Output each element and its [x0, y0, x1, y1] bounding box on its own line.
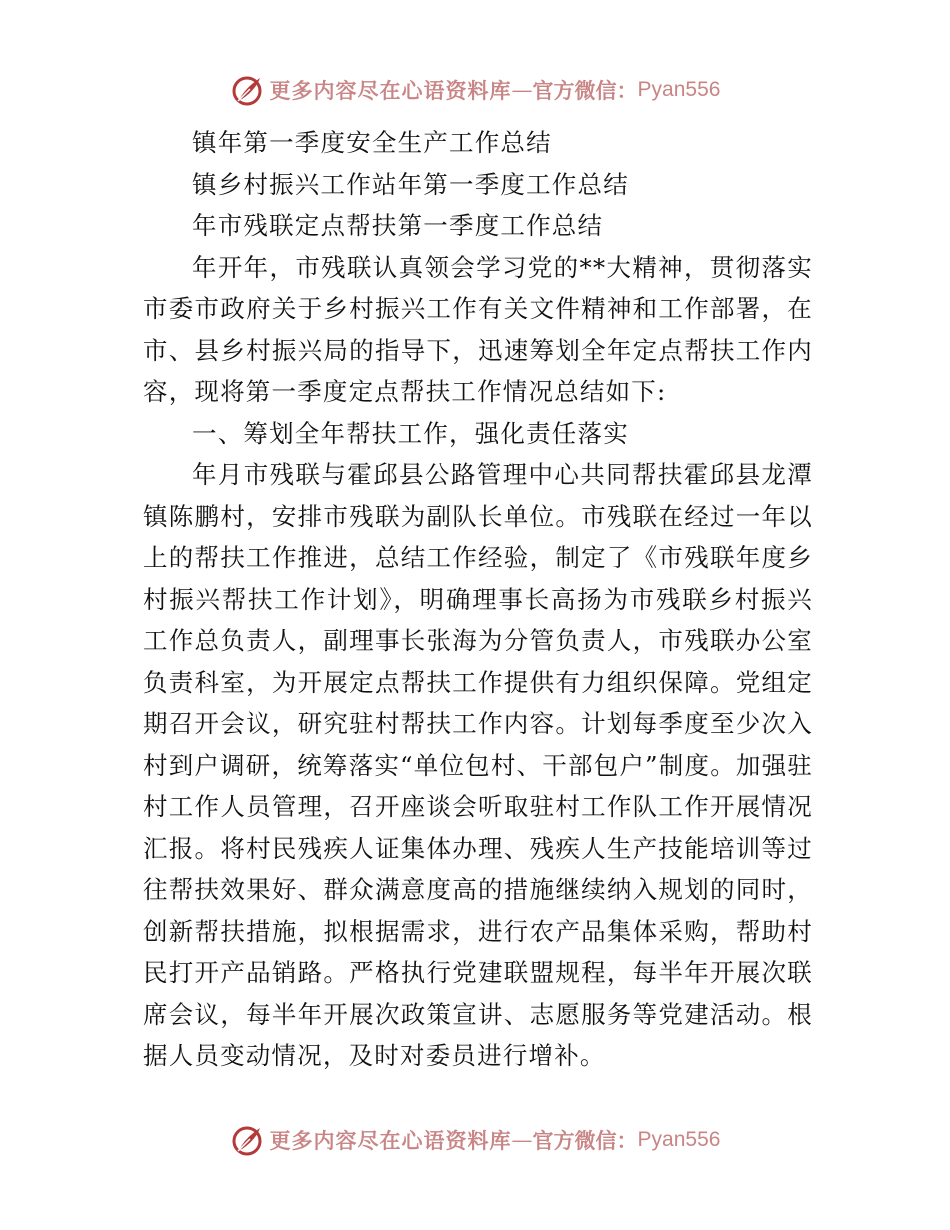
section-1-body: 年月市残联与霍邱县公路管理中心共同帮扶霍邱县龙潭镇陈鹏村，安排市残联为副队长单位。市残联在经过一年以上的帮扶工作推进，总结工作经验，制定了《市残联年度乡村振兴帮扶工作计划》，明确理事长高扬为市残联乡村振兴工作总负责人，副理事长张海为分管负责人，市残联办公室负责科室，为开展定点帮扶工作提供有力组织保障。党组定期召开会议，研究驻村帮扶工作内容。计划每季度至少次入村到户调研，统筹落实“单位包村、干部包户”制度。加强驻村工作人员管理，召开座谈会听取驻村工作队工作开展情况汇报。将村民残疾人证集体办理、残疾人生产技能培训等过往帮扶效果好、群众满意度高的措施继续纳入规划的同时，创新帮扶措施，拟根据需求，进行农产品集体采购，帮助村民打开产品销路。严格执行党建联盟规程，每半年开展次联席会议，每半年开展次政策宣讲、志愿服务等党建活动。根据人员变动情况，及时对委员进行增补。	[143, 460, 813, 1070]
banner-text: 更多内容尽在心语资料库	[269, 78, 512, 103]
intro-paragraph: 年开年，市残联认真领会学习党的**大精神，贯彻落实市委市政府关于乡村振兴工作有关文件精神和工作部署，在市、县乡村振兴局的指导下，迅速筹划全年定点帮扶工作内容，现将第一季度定点帮扶工作情况总结如下:	[143, 252, 813, 406]
banner-wechat-label: 官方微信：	[532, 78, 638, 103]
title-1: 镇年第一季度安全生产工作总结	[192, 128, 552, 157]
banner-wechat-label: 官方微信：	[532, 1128, 638, 1153]
header-banner	[0, 70, 950, 110]
document-body	[143, 122, 813, 1077]
feather-quill-logo-icon	[230, 1123, 264, 1157]
title-3: 年市残联定点帮扶第一季度工作总结	[192, 211, 604, 240]
banner-wechat-id: Pyan556	[637, 78, 721, 101]
feather-quill-logo-icon	[230, 73, 264, 107]
banner-wechat-id: Pyan556	[637, 1128, 721, 1151]
footer-banner	[0, 1120, 950, 1160]
banner-separator: —	[511, 1128, 533, 1152]
banner-text: 更多内容尽在心语资料库	[269, 1128, 512, 1153]
section-1-heading: 一、筹划全年帮扶工作，强化责任落实	[192, 418, 629, 448]
title-2: 镇乡村振兴工作站年第一季度工作总结	[192, 169, 629, 199]
banner-separator: —	[511, 78, 533, 102]
